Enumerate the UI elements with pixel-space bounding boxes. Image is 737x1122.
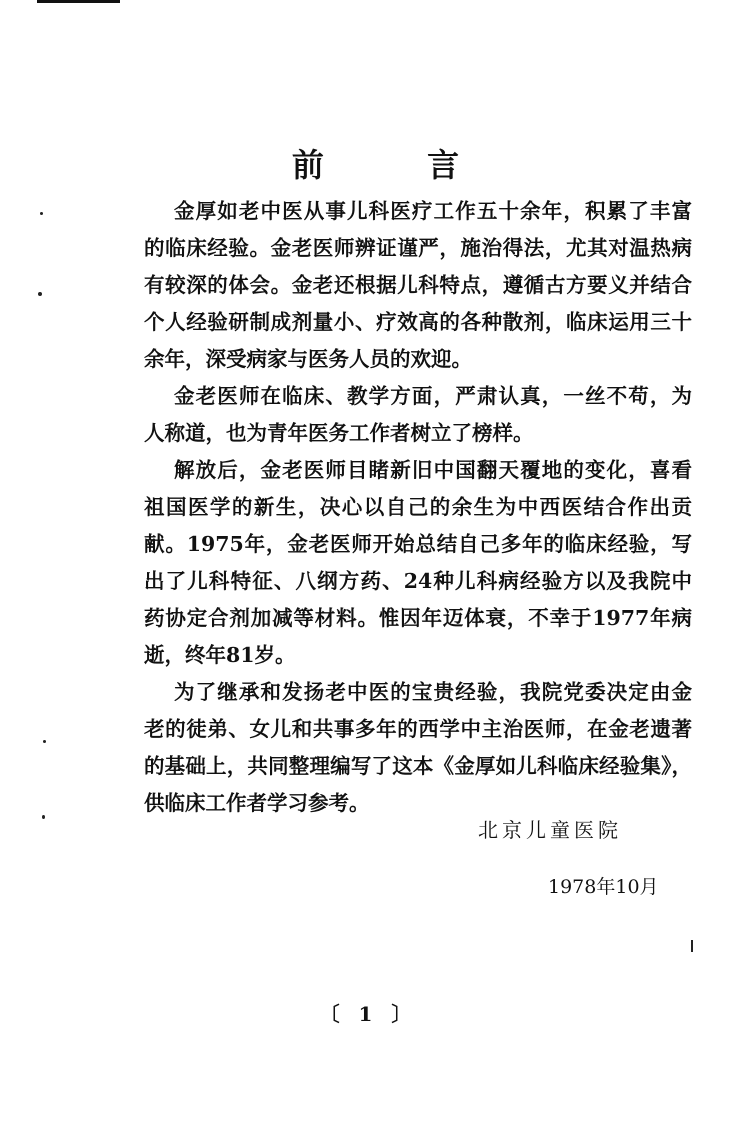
text-line: 人称道，也为青年医务工作者树立了榜样。 xyxy=(144,421,534,445)
text-line: 余年，深受病家与医务人员的欢迎。 xyxy=(144,347,472,371)
text-line: 为了继承和发扬老中医的宝贵经验，我院党委决定由金 xyxy=(174,680,692,704)
page-number: 〔 1 〕 xyxy=(319,1002,418,1026)
scan-speck xyxy=(43,740,46,743)
text-line: 个人经验研制成剂量小、疗效高的各种散剂，临床运用三十 xyxy=(144,310,692,334)
signature: 北京儿童医院 xyxy=(478,818,622,842)
scan-speck xyxy=(42,815,45,819)
text-line: 出了儿科特征、八纲方药、24种儿科病经验方以及我院中 xyxy=(144,569,692,593)
text-line: 逝，终年81岁。 xyxy=(144,643,296,667)
text-line: 祖国医学的新生，决心以自己的余生为中西医结合作出贡 xyxy=(144,495,692,519)
scan-speck xyxy=(38,292,42,296)
text-line: 老的徒弟、女儿和共事多年的西学中主治医师，在金老遗著 xyxy=(144,717,692,741)
text-line: 的基础上，共同整理编写了这本《金厚如儿科临床经验集》， xyxy=(144,754,692,778)
text-line: 金厚如老中医从事儿科医疗工作五十余年，积累了丰富 xyxy=(174,199,692,223)
text-line: 药协定合剂加减等材料。惟因年迈体衰，不幸于1977年病 xyxy=(144,606,692,630)
scan-edge-mark xyxy=(37,0,120,3)
date: 1978年10月 xyxy=(548,876,659,898)
text-line: 献。1975年，金老医师开始总结自己多年的临床经验，写 xyxy=(144,532,692,556)
text-line: 有较深的体会。金老还根据儿科特点，遵循古方要义并结合 xyxy=(144,273,692,297)
scan-speck xyxy=(40,212,43,215)
text-line: 供临床工作者学习参考。 xyxy=(144,791,370,815)
text-line: 金老医师在临床、教学方面，严肃认真，一丝不苟，为 xyxy=(174,384,692,408)
scan-speck xyxy=(691,940,693,952)
text-line: 解放后，金老医师目睹新旧中国翻天覆地的变化，喜看 xyxy=(174,458,692,482)
page-title: 前 言 xyxy=(291,146,506,184)
text-line: 的临床经验。金老医师辨证谨严，施治得法，尤其对温热病 xyxy=(144,236,692,260)
